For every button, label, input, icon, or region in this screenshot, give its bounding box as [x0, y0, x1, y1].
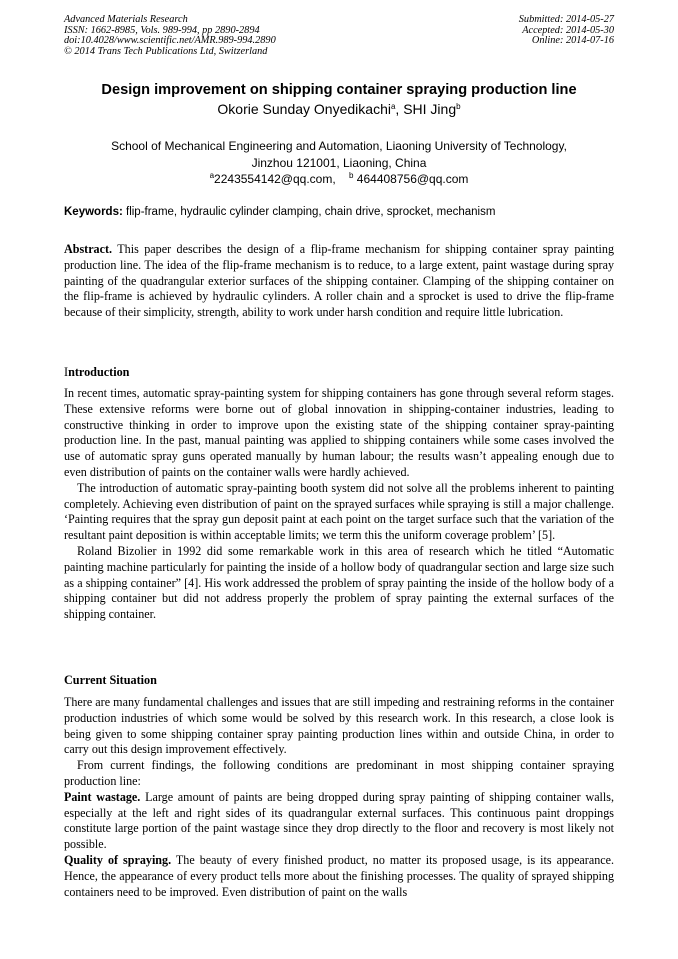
paint-wastage-paragraph	[64, 790, 614, 853]
accepted-date: Accepted: 2014-05-30	[522, 24, 614, 36]
author-line	[0, 101, 678, 117]
paper-title: Design improvement on shipping container spraying production line	[101, 82, 577, 98]
paint-wastage-label: Paint wastage.	[64, 789, 141, 804]
current-situation-paragraph-1: There are many fundamental challenges and issues that are still impeding and restraining reforms in the container production industries of which some would be solved by this research work. In this research, a close look is being given to some shipping container spray painting production lines within and outside China, in order to carry out this design improvement effectively.	[64, 695, 614, 757]
current-situation-paragraph-2: From current findings, the following conditions are predominant in most shipping container spraying production line:	[64, 758, 614, 788]
introduction-heading	[64, 365, 129, 380]
abstract-label: Abstract.	[64, 242, 113, 256]
introduction-paragraph-1: In recent times, automatic spray-painting system for shipping containers has gone through several reform stages. These extensive reforms were borne out of global innovation in shipping-container industries, leading to constructive thinking in order to improve upon the existing state of the shipping container spray-painting production line. In the past, manual painting was applied to shipping containers while some cases involved the use of automatic spray guns operated manually by human labour; the results wasn’t appealing enough due to even distribution of paints on the container walls were hardly achieved.	[64, 386, 614, 479]
email-b: 464408756@qq.com	[356, 172, 469, 186]
introduction-paragraph-2: The introduction of automatic spray-painting booth system did not solve all the problems inherent to painting completely. Achieving even distribution of paint on the sprayed surfaces while spraying is still a major challenge. ‘Painting requires that the spray gun deposit paint at each point on the target surface such that the variation of the resultant paint deposition is within acceptable limits; we term this the uniform coverage problem’ [5].	[64, 480, 614, 543]
author-separator: ,	[395, 101, 404, 117]
abstract	[64, 242, 614, 321]
submitted-date: Submitted: 2014-05-27	[518, 14, 614, 25]
paint-wastage-text: Large amount of paints are being dropped during spray painting of shipping container walls, especially at the left and right sides of its quadrangular external surfaces. This continuous paint droppings constitute large portion of the paint wastage since they drop directly to the floor and recovery is most likely not possible.	[64, 789, 615, 852]
introduction-heading-rest: ntroduction	[68, 365, 130, 379]
current-situation-body	[64, 695, 614, 900]
author-1-affil-mark: a	[390, 102, 396, 111]
author-1: Okorie Sunday Onyedikachi	[217, 101, 391, 117]
introduction-paragraph-3: Roland Bizolier in 1992 did some remarkable work in this area of research which he titled “Automatic painting machine particularly for painting the inside of a hollow body of quadrangular section and large size such as a shipping container” [4]. His work addressed the problem of spray painting the inside of the hollow body of a shipping container but did not address properly the problem of spray painting the external surfaces of the shipping container.	[64, 543, 614, 622]
introduction-heading-initial: I	[64, 365, 69, 379]
affiliation-line-2: Jinzhou 121001, Liaoning, China	[251, 155, 427, 170]
current-situation-heading: Current Situation	[64, 673, 157, 687]
author-2: SHI Jing	[403, 101, 457, 117]
author-2-affil-mark: b	[456, 102, 461, 111]
journal-header	[64, 15, 276, 57]
email-a: 2243554142@qq.com,	[214, 172, 336, 186]
abstract-text: This paper describes the design of a flip-frame mechanism for shipping container spray painting production line. The idea of the flip-frame mechanism is to reduce, to a large extent, paint wastage during spray painting of the quadrangular exterior surfaces of the shipping container. Clamping of the shipping container on the flip-frame is achieved by hydraulic cylinders. A roller chain and a sprocket is used to drive the flip-frame because of their simplicity, strength, ability to work under harsh condition and require little lubrication.	[64, 242, 614, 320]
introduction-body	[64, 386, 614, 623]
email-b-mark: b	[349, 171, 354, 180]
journal-doi: doi:10.4028/www.scientific.net/AMR.989-994.2890	[64, 35, 276, 46]
journal-copyright: © 2014 Trans Tech Publications Ltd, Switzerland	[64, 45, 268, 57]
journal-issn: ISSN: 1662-8985, Vols. 989-994, pp 2890-2894	[64, 24, 260, 36]
journal-name: Advanced Materials Research	[64, 14, 188, 25]
affiliation	[0, 138, 678, 188]
email-a-mark: a	[209, 171, 215, 180]
email-line	[0, 171, 678, 188]
quality-paragraph	[64, 853, 614, 900]
dates-header	[519, 15, 614, 47]
affiliation-line-1: School of Mechanical Engineering and Automation, Liaoning University of Technology,	[111, 139, 567, 153]
keywords	[64, 206, 624, 218]
online-date: Online: 2014-07-16	[531, 35, 614, 46]
quality-text: The beauty of every finished product, no matter its proposed usage, is its appearance. Hence, the appearance of every product tells more about the finishing processes. The quality of sprayed shipping containers need to be improved. Even distribution of paint on the walls	[64, 852, 614, 899]
keywords-label: Keywords:	[64, 206, 123, 218]
quality-label: Quality of spraying.	[64, 852, 172, 867]
keywords-text: flip-frame, hydraulic cylinder clamping, chain drive, sprocket, mechanism	[126, 206, 496, 218]
